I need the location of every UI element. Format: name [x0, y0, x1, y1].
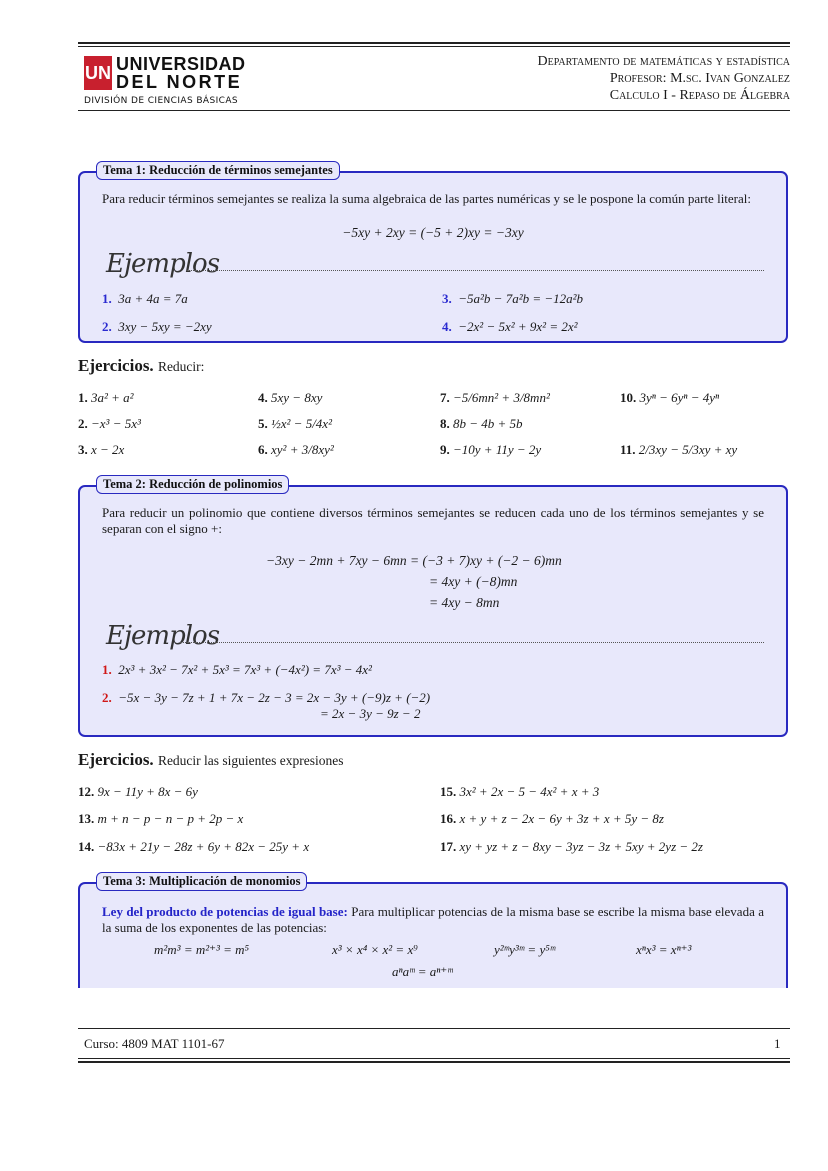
page-number: 1 [774, 1036, 781, 1051]
exercise-16: 16. x + y + z − 2x − 6y + 3z + x + 5y − 8z [440, 811, 664, 826]
exercise-3: 3. x − 2x [78, 442, 125, 457]
ejercicios2-heading: Ejercicios. Reducir las siguientes expresiones [78, 750, 344, 769]
tema3-box [78, 874, 788, 988]
tema2-eq-line3: = 4xy − 8mn [429, 595, 500, 610]
tema1-dotted-rule [186, 270, 764, 271]
exercise-7: 7. −5/6mn² + 3/8mn² [440, 390, 550, 405]
header-top-rule [78, 42, 790, 44]
professor-name: Profesor: M.sc. Ivan Gonzalez [609, 71, 790, 86]
exercise-10: 10. 3yⁿ − 6yⁿ − 4yⁿ [620, 390, 720, 405]
tema2-eq-line1: −3xy − 2mn + 7xy − 6mn = (−3 + 7)xy + (−2 − 6)mn [266, 553, 562, 568]
tema2-eq-line2: = 4xy + (−8)mn [429, 574, 518, 589]
footer-bottom-rule [78, 1058, 790, 1059]
exercise-12: 12. 9x − 11y + 8x − 6y [78, 784, 198, 799]
tema2-example-2: 2. −5x − 3y − 7z + 1 + 7x − 2z − 3 = 2x − 3y + (−9)z + (−2) [102, 690, 431, 705]
tema3-paragraph [102, 904, 764, 936]
tema1-equation: −5xy + 2xy = (−5 + 2)xy = −3xy [342, 225, 524, 240]
tema2-example-2-cont: = 2x − 3y − 9z − 2 [320, 706, 421, 721]
tema2-text: Para reducir un polinomio que contiene diversos términos semejantes se reducen cada uno de los términos semejantes y se separan con el signo +: [102, 505, 764, 536]
tema2-example-1: 1. 2x³ + 3x² − 7x² + 5x³ = 7x³ + (−4x²) = 7x³ − 4x² [102, 662, 372, 677]
tema1-label: Tema 1: Reducción de términos semejantes [96, 161, 340, 180]
footer-top-rule [78, 1028, 790, 1029]
tema1-text: Para reducir términos semejantes se realiza la suma algebraica de las partes numéricas y se le pospone la común parte literal: [102, 191, 752, 206]
tema3-law-text: Para multiplicar potencias de la misma base se escribe la misma base elevada a la suma de los exponentes de las potencias: [102, 904, 764, 935]
tema1-box [78, 163, 788, 343]
tema1-ejemplos-heading: Ejemplos [106, 249, 220, 279]
logo-text-line2: DEL NORTE [116, 72, 243, 92]
logo-text-line1: UNIVERSIDAD [116, 54, 246, 74]
header-info [538, 53, 790, 104]
exercise-8: 8. 8b − 4b + 5b [440, 416, 523, 431]
exercise-17: 17. xy + yz + z − 8xy − 3yz − 3z + 5xy + 2yz − 2z [440, 839, 703, 854]
tema3-formula-4: xⁿx³ = xⁿ⁺³ [636, 942, 692, 957]
exercise-11: 11. 2/3xy − 5/3xy + xy [620, 442, 738, 457]
ejercicios1-heading: Ejercicios. Reducir: [78, 356, 205, 375]
tema1-example-3: 3. −5a²b − 7a²b = −12a²b [442, 291, 584, 306]
header-top-rule-2 [78, 46, 790, 47]
university-logo [84, 52, 274, 112]
tema2-label: Tema 2: Reducción de polinomios [96, 475, 289, 494]
logo-subtitle: DIVISIÓN DE CIENCIAS BÁSICAS [84, 96, 238, 106]
tema3-formula-3: y²ᵐy³ᵐ = y⁵ᵐ [494, 942, 556, 957]
department-name: Departamento de matemáticas y estadística [537, 54, 790, 69]
tema2-box [78, 477, 788, 737]
tema1-example-4: 4. −2x² − 5x² + 9x² = 2x² [442, 319, 578, 334]
tema3-formula-2: x³ × x⁴ × x² = x⁹ [332, 942, 418, 957]
exercise-5: 5. ½x² − 5/4x² [258, 416, 332, 431]
exercise-13: 13. m + n − p − n − p + 2p − x [78, 811, 244, 826]
tema1-example-2: 2. 3xy − 5xy = −2xy [102, 319, 212, 334]
footer-course: Curso: 4809 MAT 1101-67 [84, 1036, 225, 1051]
exercise-1: 1. 3a² + a² [78, 390, 134, 405]
exercise-15: 15. 3x² + 2x − 5 − 4x² + x + 3 [440, 784, 600, 799]
tema3-formula-5: aⁿaᵐ = aⁿ⁺ᵐ [392, 964, 453, 979]
tema2-ejemplos-heading: Ejemplos [106, 621, 220, 651]
logo-un-mark: UN [84, 56, 112, 90]
exercise-4: 4. 5xy − 8xy [258, 390, 323, 405]
tema3-label: Tema 3: Multiplicación de monomios [96, 872, 307, 891]
tema1-example-1: 1. 3a + 4a = 7a [102, 291, 188, 306]
exercise-14: 14. −83x + 21y − 28z + 6y + 82x − 25y + x [78, 839, 310, 854]
exercise-2: 2. −x³ − 5x³ [78, 416, 141, 431]
footer-bottom-rule-2 [78, 1061, 790, 1063]
tema3-law-title: Ley del producto de potencias de igual base: [102, 904, 348, 919]
exercise-6: 6. xy² + 3/8xy² [258, 442, 334, 457]
course-title: Calculo I - Repaso de Álgebra [609, 88, 790, 103]
exercise-9: 9. −10y + 11y − 2y [440, 442, 542, 457]
header-bottom-rule [78, 110, 790, 111]
tema3-formula-1: m²m³ = m²⁺³ = m⁵ [154, 942, 250, 957]
tema2-dotted-rule [180, 642, 764, 643]
